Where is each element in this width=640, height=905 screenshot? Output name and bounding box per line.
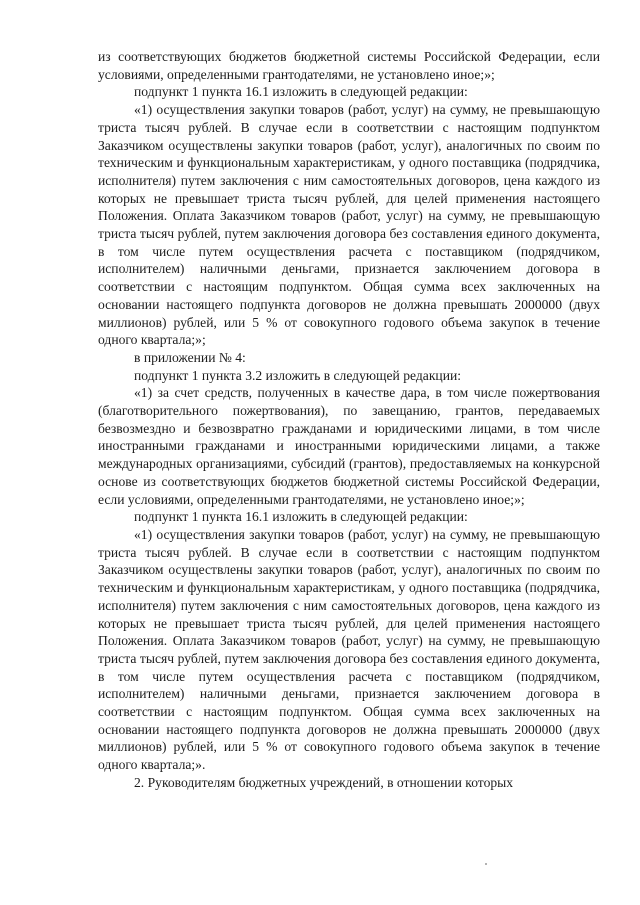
paragraph-amend-16-1-heading: подпункт 1 пункта 16.1 изложить в следующей редакции:	[134, 84, 468, 100]
paragraph-amend-3-2-heading: подпункт 1 пункта 3.2 изложить в следующей редакции:	[134, 367, 462, 383]
paragraph-annex-4-heading: в приложении № 4:	[134, 349, 246, 365]
paragraph-amend-16-1-heading-annex-4: подпункт 1 пункта 16.1 изложить в следующей редакции:	[134, 509, 468, 525]
paragraph-item-2-heads-of-institutions: 2. Руководителям бюджетных учреждений, в отношении которых	[134, 774, 514, 790]
scan-speck	[485, 863, 487, 865]
document-page	[98, 48, 600, 792]
paragraph-3-2-funding-text: «1) за счет средств, полученных в качестве дара, в том числе пожертвования (благотворительного пожертвования), по завещанию, грантов, передаваемых безвозмездно и безвозвратно гражданами и юридическими лицами, в том числе иностранными гражданами и иностранными юридическими лицами, а также международных организациями, субсидий (грантов), предоставляемых на конкурсной основе из соответствующих бюджетов бюджетной системы Российской Федерации, если условиями, определенными грантодателями, не установлено иное;»;	[98, 385, 600, 507]
paragraph-16-1-procurement-text-annex-4: «1) осуществления закупки товаров (работ, услуг) на сумму, не превышающую триста тысяч рублей. В случае если в соответствии с настоящим подпунктом Заказчиком осуществлены закупки товаров (работ, услуг), аналогичных по своим по техническим и функциональным характеристикам, у одного поставщика (подрядчика, исполнителя) путем заключения с ним самостоятельных договоров, цена каждого из которых не превышает триста тысяч рублей, для целей применения настоящего Положения. Оплата Заказчиком товаров (работ, услуг) на сумму, не превышающую триста тысяч рублей, путем заключения договора без составления единого документа, в том числе путем осуществления расчета с поставщиком (подрядчиком, исполнителем) наличными деньгами, признается заключением договора в соответствии с настоящим подпунктом. Общая сумма всех заключенных на основании настоящего подпункта договоров не должна превышать 2000000 (двух миллионов) рублей, или 5 % от совокупного годового объема закупок в течение одного квартала;».	[98, 526, 600, 773]
paragraph-16-1-procurement-text: «1) осуществления закупки товаров (работ, услуг) на сумму, не превышающую триста тысяч рублей. В случае если в соответствии с настоящим подпунктом Заказчиком осуществлены закупки товаров (работ, услуг), аналогичных по своим по техническим и функциональным характеристикам, у одного поставщика (подрядчика, исполнителя) путем заключения с ним самостоятельных договоров, цена каждого из которых не превышает триста тысяч рублей, для целей применения настоящего Положения. Оплата Заказчиком товаров (работ, услуг) на сумму, не превышающую триста тысяч рублей, путем заключения договора без составления единого документа, в том числе путем осуществления расчета с поставщиком (подрядчиком, исполнителем) наличными деньгами, признается заключением договора в соответствии с настоящим подпунктом. Общая сумма всех заключенных на основании настоящего подпункта договоров не должна превышать 2000000 (двух миллионов) рублей, или 5 % от совокупного годового объема закупок в течение одного квартала;»;	[98, 102, 600, 348]
paragraph-budget-sources-end: из соответствующих бюджетов бюджетной системы Российской Федерации, если условиями, определенными грантодателями, не установлено иное;»;	[98, 49, 600, 82]
